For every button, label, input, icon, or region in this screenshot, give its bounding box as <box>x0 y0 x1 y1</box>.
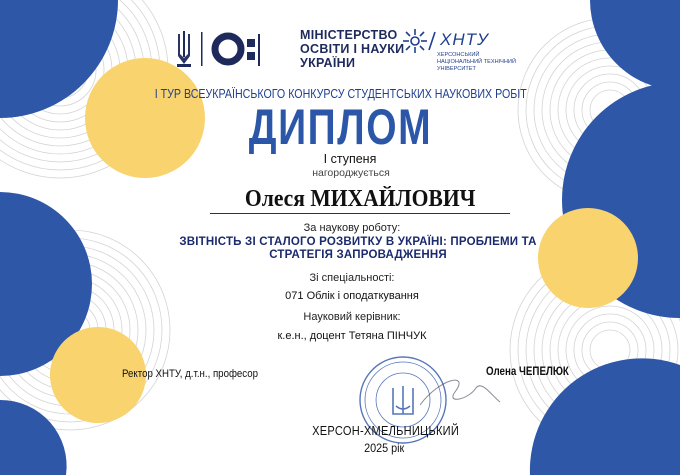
blue-shape-top-right <box>590 0 680 90</box>
blue-shape-bottom-left <box>0 400 67 475</box>
degree-label: I ступеня <box>323 152 377 166</box>
university-line-3: УНІВЕРСИТЕТ <box>437 66 476 72</box>
contest-title: І ТУР ВСЕУКРАЇНСЬКОГО КОНКУРСУ СТУДЕНТСЬКИХ НАУКОВИХ РОБІТ <box>154 86 527 101</box>
signature <box>420 380 500 405</box>
supervisor-label: Науковий керівник: <box>303 311 401 323</box>
work-title <box>0 236 680 262</box>
awarded-label: нагороджується <box>312 167 390 179</box>
ministry-line-1: МІНІСТЕРСТВО <box>300 28 398 42</box>
university-short-name: ХНТУ <box>440 30 489 49</box>
university-line-2: НАЦІОНАЛЬНИЙ ТЕХНІЧНИЙ <box>437 59 516 65</box>
city-label: ХЕРСОН-ХМЕЛЬНИЦЬКИЙ <box>312 423 460 438</box>
ministry-name <box>300 28 404 70</box>
specialty-label: Зі спеціальності: <box>309 272 395 284</box>
signatory-name: Олена ЧЕПЕЛЮК <box>486 366 569 378</box>
university-full-name <box>437 52 516 73</box>
diploma-title: ДИПЛОМ <box>248 99 433 155</box>
work-label: За наукову роботу: <box>303 222 401 234</box>
work-title-line-1: ЗВІТНІСТЬ ЗІ СТАЛОГО РОЗВИТКУ В УКРАЇНІ: ПРОБЛЕМИ ТА <box>179 236 537 248</box>
work-title-line-2: СТРАТЕГІЯ ЗАПРОВАДЖЕННЯ <box>269 249 447 261</box>
university-line-1: ХЕРСОНСЬКИЙ <box>437 52 480 58</box>
ministry-line-3: УКРАЇНИ <box>300 56 356 70</box>
supervisor-value: к.е.н., доцент Тетяна ПІНЧУК <box>277 330 427 342</box>
khntu-snowflake-icon <box>402 28 436 54</box>
recipient-name: Олеся МИХАЙЛОВИЧ <box>244 186 476 212</box>
specialty-value: 071 Облік і оподаткування <box>285 290 419 302</box>
signatory-title: Ректор ХНТУ, д.т.н., професор <box>122 368 259 380</box>
name-underline <box>210 213 510 214</box>
ministry-logo-icon <box>174 30 294 72</box>
trident-icon <box>177 31 191 67</box>
ministry-line-2: ОСВІТИ І НАУКИ <box>300 42 405 56</box>
year-label: 2025 рік <box>364 441 405 455</box>
